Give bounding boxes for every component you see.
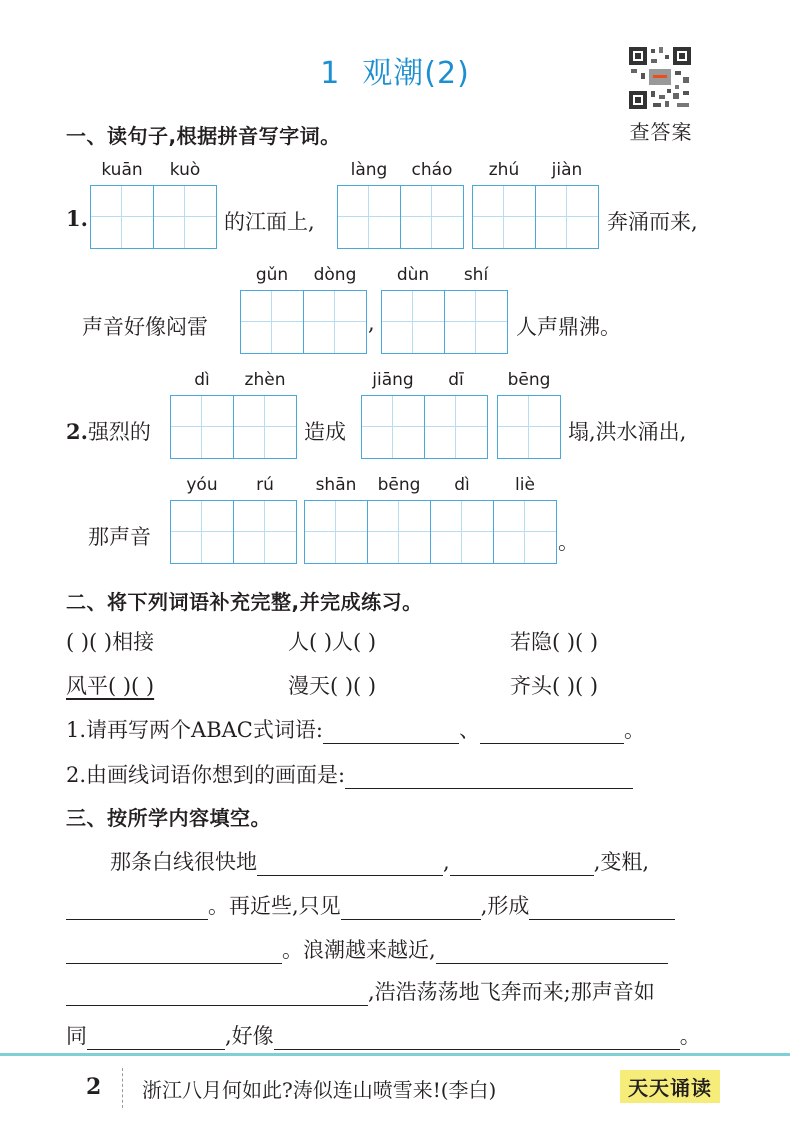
- answer-line[interactable]: [323, 721, 459, 744]
- writing-cell[interactable]: [170, 500, 234, 564]
- writing-cell[interactable]: [535, 185, 599, 249]
- answer-line[interactable]: [529, 897, 675, 920]
- pinyin-label: shān: [315, 475, 357, 495]
- section2-q1: [66, 714, 645, 744]
- pinyin-label: dī: [448, 370, 464, 390]
- sentence-text: 声音好像闷雷: [82, 315, 208, 339]
- pinyin-label: zhú: [488, 160, 520, 180]
- writing-grid[interactable]: [240, 290, 367, 354]
- pinyin-label: zhèn: [244, 370, 286, 390]
- writing-grid[interactable]: [304, 500, 557, 564]
- writing-cell[interactable]: [153, 185, 217, 249]
- footer-quote: 浙江八月何如此?涛似连山喷雪来!(李白): [142, 1078, 497, 1102]
- lesson-title: 观潮(2): [362, 56, 470, 91]
- writing-cell[interactable]: [472, 185, 536, 249]
- idiom-blank[interactable]: 若隐( )( ): [510, 630, 599, 654]
- pinyin-label: liè: [515, 475, 535, 495]
- pinyin-label: jiàn: [551, 160, 583, 180]
- comma: ,: [368, 311, 375, 335]
- writing-cell[interactable]: [367, 500, 431, 564]
- writing-cell[interactable]: [497, 395, 561, 459]
- sentence-text: 塌,洪水涌出,: [568, 420, 687, 444]
- question-2: [66, 416, 151, 446]
- section2-q2: [66, 759, 633, 789]
- footer-divider: [0, 1053, 790, 1056]
- sentence-text: 奔涌而来,: [607, 210, 698, 234]
- period: 。: [623, 718, 645, 742]
- answer-line[interactable]: [87, 1027, 225, 1050]
- pinyin-label: gǔn: [255, 265, 289, 285]
- sentence-text: 的江面上,: [224, 210, 315, 234]
- pinyin-label: kuò: [169, 160, 201, 180]
- sentence-text: 造成: [304, 420, 346, 444]
- passage-text: 。浪潮越来越近,: [282, 938, 436, 962]
- writing-cell[interactable]: [233, 395, 297, 459]
- answer-line[interactable]: [257, 853, 443, 876]
- fill-line-1: [110, 846, 649, 876]
- writing-cell[interactable]: [337, 185, 401, 249]
- answer-line[interactable]: [66, 941, 282, 964]
- qr-code-icon[interactable]: [627, 45, 693, 111]
- writing-cell[interactable]: [493, 500, 557, 564]
- passage-text: 同: [66, 1024, 87, 1048]
- idiom-blank-underlined[interactable]: 风平( )( ): [66, 674, 155, 698]
- writing-cell[interactable]: [233, 500, 297, 564]
- pinyin-label: bēng: [377, 475, 421, 495]
- question-number: 1.: [66, 206, 88, 231]
- answer-line[interactable]: [345, 766, 633, 789]
- fill-line-4: [66, 976, 655, 1006]
- writing-cell[interactable]: [400, 185, 464, 249]
- answer-line[interactable]: [480, 721, 624, 744]
- question-text: 2.由画线词语你想到的画面是:: [66, 763, 346, 787]
- writing-grid[interactable]: [170, 500, 297, 564]
- passage-text: 那条白线很快地: [110, 850, 257, 874]
- answer-line[interactable]: [341, 897, 481, 920]
- fill-line-5: [66, 1020, 701, 1050]
- writing-grid[interactable]: [170, 395, 297, 459]
- passage-text: ,浩浩荡荡地飞奔而来;那声音如: [368, 980, 655, 1004]
- pinyin-label: dì: [454, 475, 470, 495]
- sentence-text: 强烈的: [87, 420, 151, 444]
- writing-cell[interactable]: [424, 395, 488, 459]
- pinyin-label: kuān: [101, 160, 143, 180]
- writing-cell[interactable]: [303, 290, 367, 354]
- sentence-text: 那声音: [88, 525, 151, 549]
- section-3-heading: 三、按所学内容填空。: [66, 806, 271, 830]
- question-number: 2.: [66, 419, 88, 444]
- writing-cell[interactable]: [170, 395, 234, 459]
- idiom-blank[interactable]: 人( )人( ): [288, 630, 377, 654]
- passage-text: ,: [443, 850, 450, 874]
- passage-text: 。再近些,只见: [208, 894, 341, 918]
- writing-cell[interactable]: [381, 290, 445, 354]
- writing-cell[interactable]: [240, 290, 304, 354]
- answer-line[interactable]: [450, 853, 594, 876]
- writing-grid[interactable]: [497, 395, 561, 459]
- answer-line[interactable]: [66, 983, 368, 1006]
- writing-cell[interactable]: [361, 395, 425, 459]
- idiom-blank[interactable]: ( )( )相接: [66, 630, 155, 654]
- section-1-heading: 一、读句子,根据拼音写字词。: [66, 124, 341, 148]
- answer-line[interactable]: [436, 941, 668, 964]
- pinyin-label: jiāng: [372, 370, 414, 390]
- pinyin-label: bēng: [507, 370, 551, 390]
- idiom-blank[interactable]: 齐头( )( ): [510, 674, 599, 698]
- qr-label: 查答案: [629, 120, 693, 144]
- writing-cell[interactable]: [444, 290, 508, 354]
- pinyin-label: cháo: [411, 160, 453, 180]
- pinyin-label: yóu: [186, 475, 218, 495]
- answer-line[interactable]: [66, 897, 208, 920]
- answer-line[interactable]: [274, 1027, 680, 1050]
- fill-line-2: [66, 890, 675, 920]
- section-2-heading: 二、将下列词语补充完整,并完成练习。: [66, 590, 423, 614]
- writing-cell[interactable]: [90, 185, 154, 249]
- writing-cell[interactable]: [304, 500, 368, 564]
- pinyin-label: làng: [350, 160, 388, 180]
- daily-recitation-badge: 天天诵读: [620, 1070, 720, 1103]
- passage-text: ,形成: [480, 894, 530, 918]
- passage-text: ,变粗,: [593, 850, 650, 874]
- sentence-text: 。: [558, 530, 579, 554]
- pinyin-label: dòng: [313, 265, 357, 285]
- idiom-blank[interactable]: 漫天( )( ): [288, 674, 377, 698]
- question-text: 1.请再写两个ABAC式词语:: [66, 718, 323, 742]
- fill-line-3: [66, 934, 668, 964]
- separator: 、: [458, 718, 480, 742]
- writing-grid[interactable]: [381, 290, 508, 354]
- pinyin-label: shí: [463, 265, 489, 285]
- passage-text: ,好像: [225, 1024, 274, 1048]
- writing-grid[interactable]: [90, 185, 217, 249]
- pinyin-label: dì: [194, 370, 210, 390]
- passage-text: 。: [679, 1024, 701, 1048]
- writing-grid[interactable]: [361, 395, 488, 459]
- lesson-number: 1: [320, 56, 341, 91]
- sentence-text: 人声鼎沸。: [516, 315, 621, 339]
- footer-separator: [122, 1068, 123, 1108]
- page-number: 2: [86, 1074, 102, 1100]
- writing-grid[interactable]: [472, 185, 599, 249]
- pinyin-label: dùn: [396, 265, 430, 285]
- writing-cell[interactable]: [430, 500, 494, 564]
- pinyin-label: rú: [256, 475, 274, 495]
- writing-grid[interactable]: [337, 185, 464, 249]
